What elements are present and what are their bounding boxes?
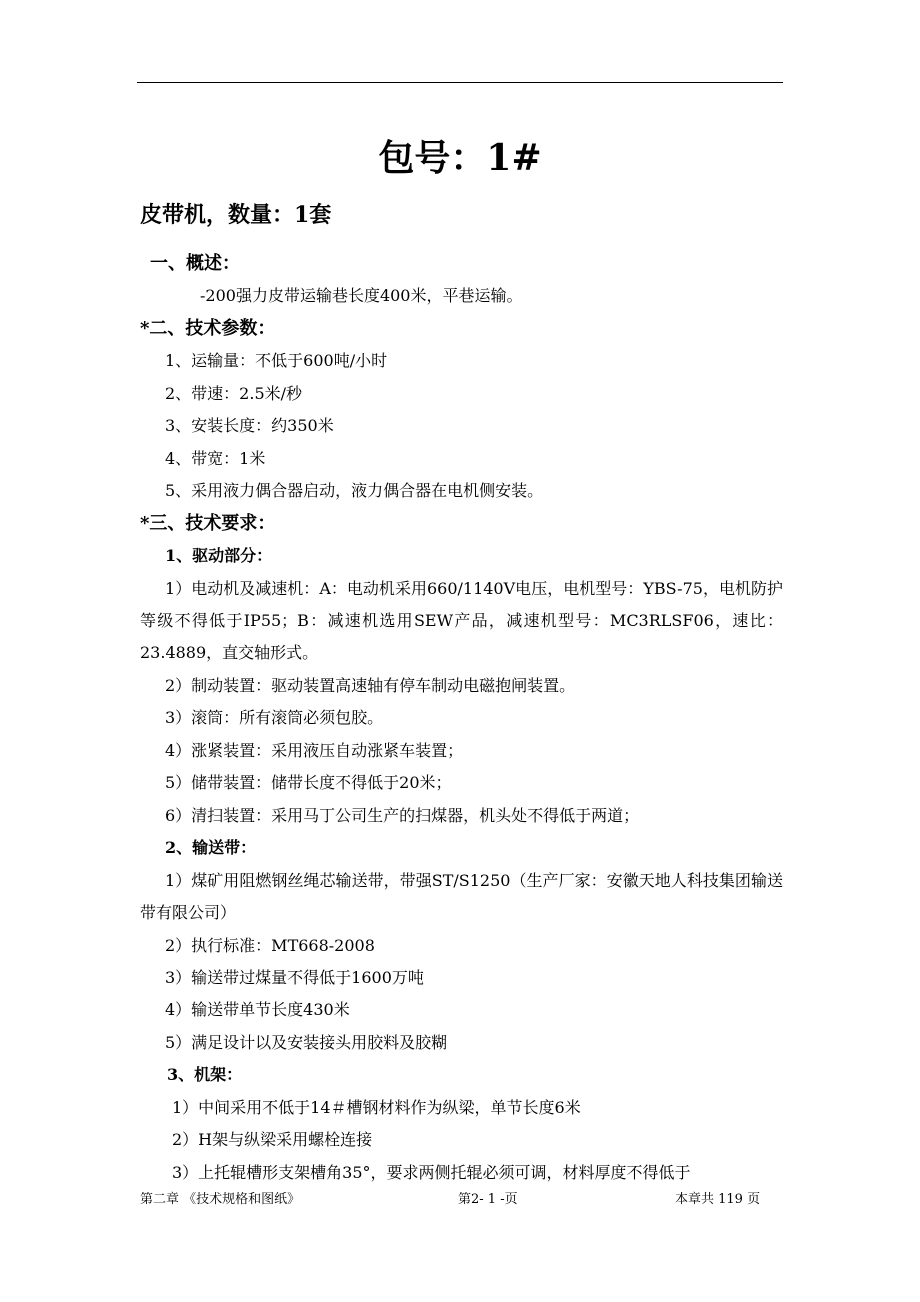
list-item: 1）中间采用不低于14＃槽钢材料作为纵梁，单节长度6米 bbox=[172, 1097, 581, 1117]
list-item: 1）煤矿用阻燃钢丝绳芯输送带，带强ST/S1250（生产厂家：安徽天地人科技集团输送带有限公司） bbox=[140, 870, 783, 923]
document-body bbox=[140, 248, 783, 1189]
list-item: 5）满足设计以及安装接头用胶料及胶糊 bbox=[165, 1032, 448, 1052]
section-heading: *三、技术要求： bbox=[140, 512, 276, 534]
list-item: 1、运输量：不低于600吨/小时 bbox=[165, 351, 388, 371]
subsection-heading: 3、机架： bbox=[167, 1065, 243, 1085]
footer-page-number: 第2- 1 -页 bbox=[458, 1192, 518, 1207]
list-item: 3）输送带过煤量不得低于1600万吨 bbox=[165, 967, 424, 987]
list-item: 1）电动机及减速机：A：电动机采用660/1140V电压，电机型号：YBS-75，电机防护等级不得低于IP55；B：减速机选用SEW产品，减速机型号：MC3RLSF06，速比：23.4889，直交轴形式。 bbox=[140, 578, 783, 663]
subsection-heading: 1、驱动部分： bbox=[165, 546, 273, 566]
list-item: 3）上托辊槽形支架槽角35°，要求两侧托辊必须可调，材料厚度不得低于 bbox=[172, 1162, 691, 1182]
list-item: 5、采用液力偶合器启动，液力偶合器在电机侧安装。 bbox=[165, 481, 544, 501]
section-heading: 一、概述： bbox=[150, 253, 240, 274]
footer-chapter: 第二章 《技术规格和图纸》 bbox=[140, 1192, 301, 1207]
list-item: 3、安装长度：约350米 bbox=[165, 416, 334, 436]
list-item: 4）涨紧装置：采用液压自动涨紧车装置； bbox=[165, 740, 464, 760]
list-item: 4、带宽：1米 bbox=[165, 448, 266, 468]
footer-page-count: 本章共 119 页 bbox=[675, 1192, 761, 1207]
paragraph: -200强力皮带运输巷长度400米，平巷运输。 bbox=[200, 286, 523, 306]
header-rule bbox=[137, 82, 783, 83]
subtitle: 皮带机，数量：1套 bbox=[140, 202, 332, 228]
section-heading: *二、技术参数： bbox=[140, 317, 276, 339]
page-title: 包号：1# bbox=[378, 137, 542, 179]
subsection-heading: 2、输送带： bbox=[165, 838, 257, 858]
list-item: 2、带速：2.5米/秒 bbox=[165, 383, 303, 403]
list-item: 2）H架与纵梁采用螺栓连接 bbox=[172, 1130, 373, 1150]
list-item: 6）清扫装置：采用马丁公司生产的扫煤器，机头处不得低于两道； bbox=[165, 805, 640, 825]
list-item: 4）输送带单节长度430米 bbox=[165, 1000, 350, 1020]
list-item: 2）制动装置：驱动装置高速轴有停车制动电磁抱闸装置。 bbox=[165, 675, 576, 695]
list-item: 2）执行标准：MT668-2008 bbox=[165, 935, 375, 955]
list-item: 5）储带装置：储带长度不得低于20米； bbox=[165, 773, 452, 793]
list-item: 3）滚筒：所有滚筒必须包胶。 bbox=[165, 708, 384, 728]
